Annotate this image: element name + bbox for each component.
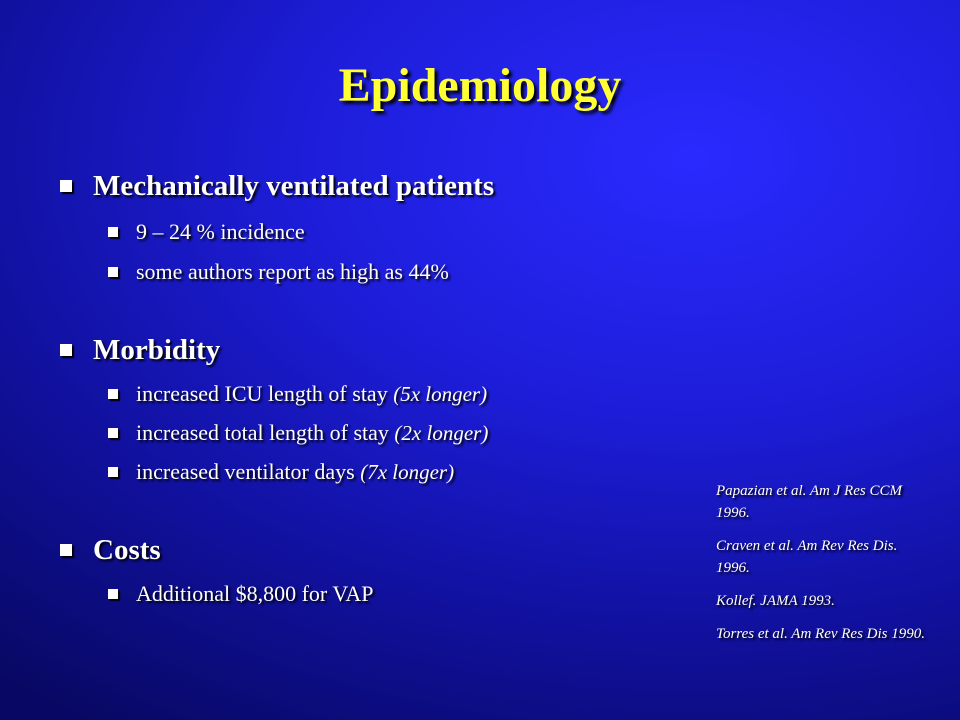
slide-title: Epidemiology [338, 59, 622, 112]
square-bullet-icon [108, 389, 118, 399]
reference-item: Torres et al. Am Rev Res Dis 1990. [716, 626, 926, 642]
reference-item: Papazian et al. Am J Res CCM 1996. [716, 483, 902, 521]
square-bullet-icon [60, 344, 72, 356]
list-item-text: Additional $8,800 for VAP [136, 581, 374, 606]
list-item-text: increased ICU length of stay [136, 381, 394, 406]
square-bullet-icon [108, 467, 118, 477]
section-heading-costs [60, 534, 161, 567]
list-item-text: 9 – 24 % incidence [136, 219, 305, 244]
references [716, 480, 926, 656]
list-item-total-stay [108, 420, 488, 446]
square-bullet-icon [108, 589, 118, 599]
square-bullet-icon [108, 267, 118, 277]
square-bullet-icon [60, 180, 72, 192]
square-bullet-icon [60, 544, 72, 556]
section-heading-morbidity [60, 334, 220, 367]
list-item-note: (7x longer) [360, 460, 455, 484]
list-item-ventilator-days [108, 459, 454, 485]
list-item-text: increased ventilator days [136, 459, 361, 484]
list-item-note: (2x longer) [394, 421, 489, 445]
reference-item: Kollef. JAMA 1993. [716, 593, 835, 609]
list-item-incidence [108, 219, 305, 245]
list-item-icu-stay [108, 381, 487, 407]
list-item-text: increased total length of stay [136, 420, 395, 445]
section-heading-text: Mechanically ventilated patients [93, 170, 495, 202]
reference-item: Craven et al. Am Rev Res Dis. 1996. [716, 538, 898, 576]
square-bullet-icon [108, 227, 118, 237]
section-heading-ventilated-patients [60, 170, 494, 203]
section-heading-text: Costs [93, 534, 161, 566]
list-item-text: some authors report as high as 44% [136, 259, 449, 284]
list-item-additional-cost [108, 581, 374, 607]
list-item-high-report [108, 259, 449, 285]
list-item-note: (5x longer) [393, 382, 488, 406]
square-bullet-icon [108, 428, 118, 438]
section-heading-text: Morbidity [93, 334, 221, 366]
